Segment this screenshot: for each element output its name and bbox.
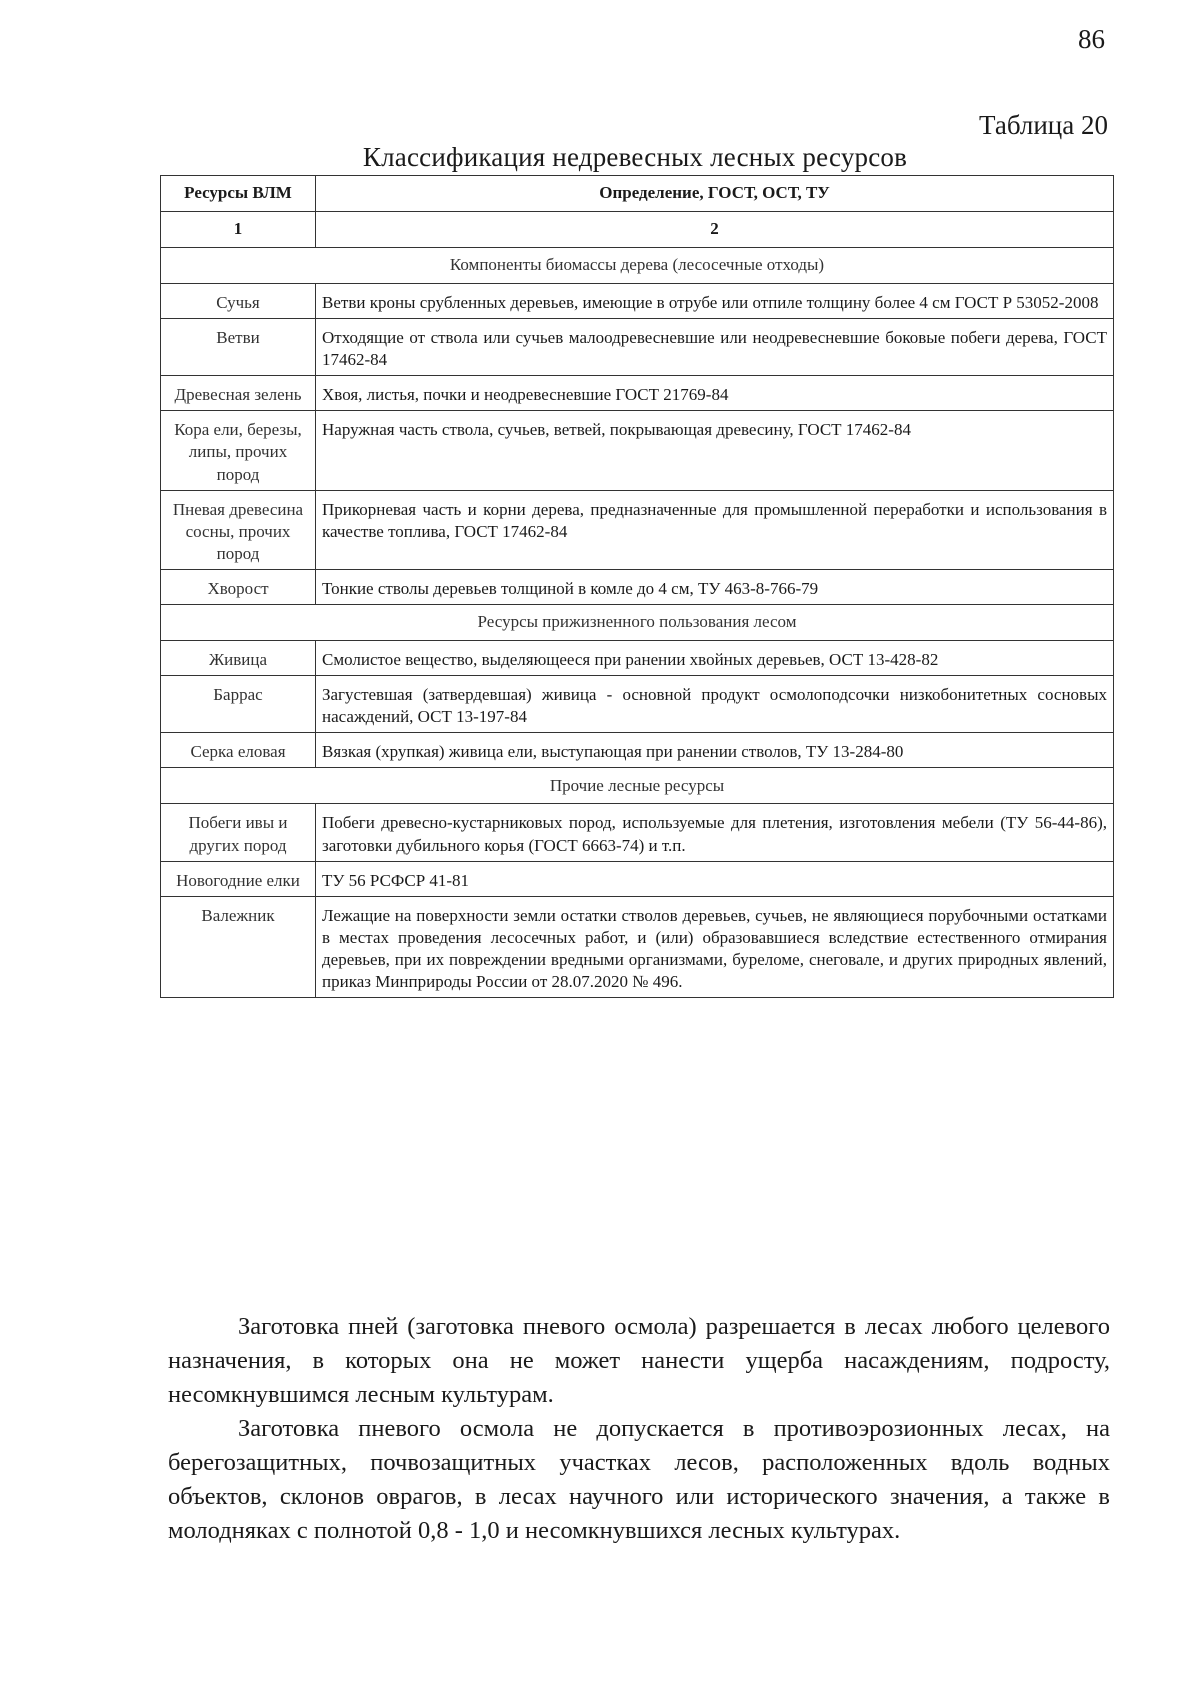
- section-title: Прочие лесные ресурсы: [161, 768, 1114, 804]
- column-number-2: 2: [316, 212, 1114, 248]
- resource-definition: Прикорневая часть и корни дерева, предназначенные для промышленной переработки и использования в качестве топлива, ГОСТ 17462-84: [316, 490, 1114, 569]
- header-definition: Определение, ГОСТ, ОСТ, ТУ: [316, 176, 1114, 212]
- section-title: Компоненты биомассы дерева (лесосечные отходы): [161, 248, 1114, 284]
- table-row: [161, 376, 1114, 411]
- table-row: [161, 284, 1114, 319]
- table-title: Классификация недревесных лесных ресурсов: [362, 142, 908, 172]
- table-label: Таблица 20: [979, 110, 1108, 140]
- resource-definition: Отходящие от ствола или сучьев малоодревесневшие или неодревесневшие боковые побеги дерева, ГОСТ 17462-84: [316, 319, 1114, 376]
- table-row: [161, 641, 1114, 676]
- resource-definition: Лежащие на поверхности земли остатки стволов деревьев, сучьев, не являющиеся порубочными остатками в местах проведения лесосечных работ, и (или) образовавшиеся вследствие естественного отмирания деревьев, при их повреждении вредными организмами, буреломе, снеговале, и других природных явлений, приказ Минприроды России от 28.07.2020 № 496.: [316, 896, 1114, 997]
- table-row: [161, 861, 1114, 896]
- table-header-row: [161, 176, 1114, 212]
- resource-name: Новогодние елки: [161, 861, 316, 896]
- section-row: [161, 605, 1114, 641]
- section-row: [161, 248, 1114, 284]
- paragraph: Заготовка пневого осмола не допускается в противоэрозионных лесах, на берегозащитных, почвозащитных участках лесов, расположенных вдоль водных объектов, склонов оврагов, в лесах научного или исторического значения, а также в молодняках с полнотой 0,8 - 1,0 и несомкнувшихся лесных культурах.: [168, 1415, 1110, 1544]
- table-row: [161, 411, 1114, 490]
- table-row: [161, 733, 1114, 768]
- resource-name: Серка еловая: [161, 733, 316, 768]
- resource-name: Валежник: [161, 896, 316, 997]
- table-row: [161, 490, 1114, 569]
- resource-name: Пневая древесина сосны, прочих пород: [161, 490, 316, 569]
- resource-definition: Загустевшая (затвердевшая) живица - основной продукт осмолоподсочки низкобонитетных сосновых насаждений, ОСТ 13-197-84: [316, 676, 1114, 733]
- resource-definition: ТУ 56 РСФСР 41-81: [316, 861, 1114, 896]
- column-number-row: [161, 212, 1114, 248]
- page-number: 86: [1078, 24, 1105, 54]
- table-row: [161, 896, 1114, 997]
- section-title: Ресурсы прижизненного пользования лесом: [161, 605, 1114, 641]
- resource-definition: Вязкая (хрупкая) живица ели, выступающая при ранении стволов, ТУ 13-284-80: [316, 733, 1114, 768]
- header-resources: Ресурсы ВЛМ: [161, 176, 316, 212]
- resource-name: Хворост: [161, 569, 316, 604]
- resource-name: Древесная зелень: [161, 376, 316, 411]
- resource-definition: Ветви кроны срубленных деревьев, имеющие в отрубе или отпиле толщину более 4 см ГОСТ Р 53052-2008: [316, 284, 1114, 319]
- resource-definition: Наружная часть ствола, сучьев, ветвей, покрывающая древесину, ГОСТ 17462-84: [316, 411, 1114, 490]
- paragraph: Заготовка пней (заготовка пневого осмола) разрешается в лесах любого целевого назначения, в которых она не может нанести ущерба насаждениям, подросту, несомкнувшимся лесным культурам.: [168, 1313, 1110, 1408]
- body-text: [168, 1310, 1110, 1548]
- resource-name: Кора ели, березы, липы, прочих пород: [161, 411, 316, 490]
- section-row: [161, 768, 1114, 804]
- resource-name: Баррас: [161, 676, 316, 733]
- resource-definition: Хвоя, листья, почки и неодревесневшие ГОСТ 21769-84: [316, 376, 1114, 411]
- table-row: [161, 804, 1114, 861]
- table-row: [161, 676, 1114, 733]
- column-number-1: 1: [161, 212, 316, 248]
- resource-name: Живица: [161, 641, 316, 676]
- table-row: [161, 319, 1114, 376]
- resource-definition: Побеги древесно-кустарниковых пород, используемые для плетения, изготовления мебели (ТУ 56-44-86), заготовки дубильного корья (ГОСТ 6663-74) и т.п.: [316, 804, 1114, 861]
- resource-name: Ветви: [161, 319, 316, 376]
- resource-name: Побеги ивы и других пород: [161, 804, 316, 861]
- resource-definition: Тонкие стволы деревьев толщиной в комле до 4 см, ТУ 463-8-766-79: [316, 569, 1114, 604]
- resource-name: Сучья: [161, 284, 316, 319]
- table-row: [161, 569, 1114, 604]
- resources-table: [160, 175, 1114, 998]
- resource-definition: Смолистое вещество, выделяющееся при ранении хвойных деревьев, ОСТ 13-428-82: [316, 641, 1114, 676]
